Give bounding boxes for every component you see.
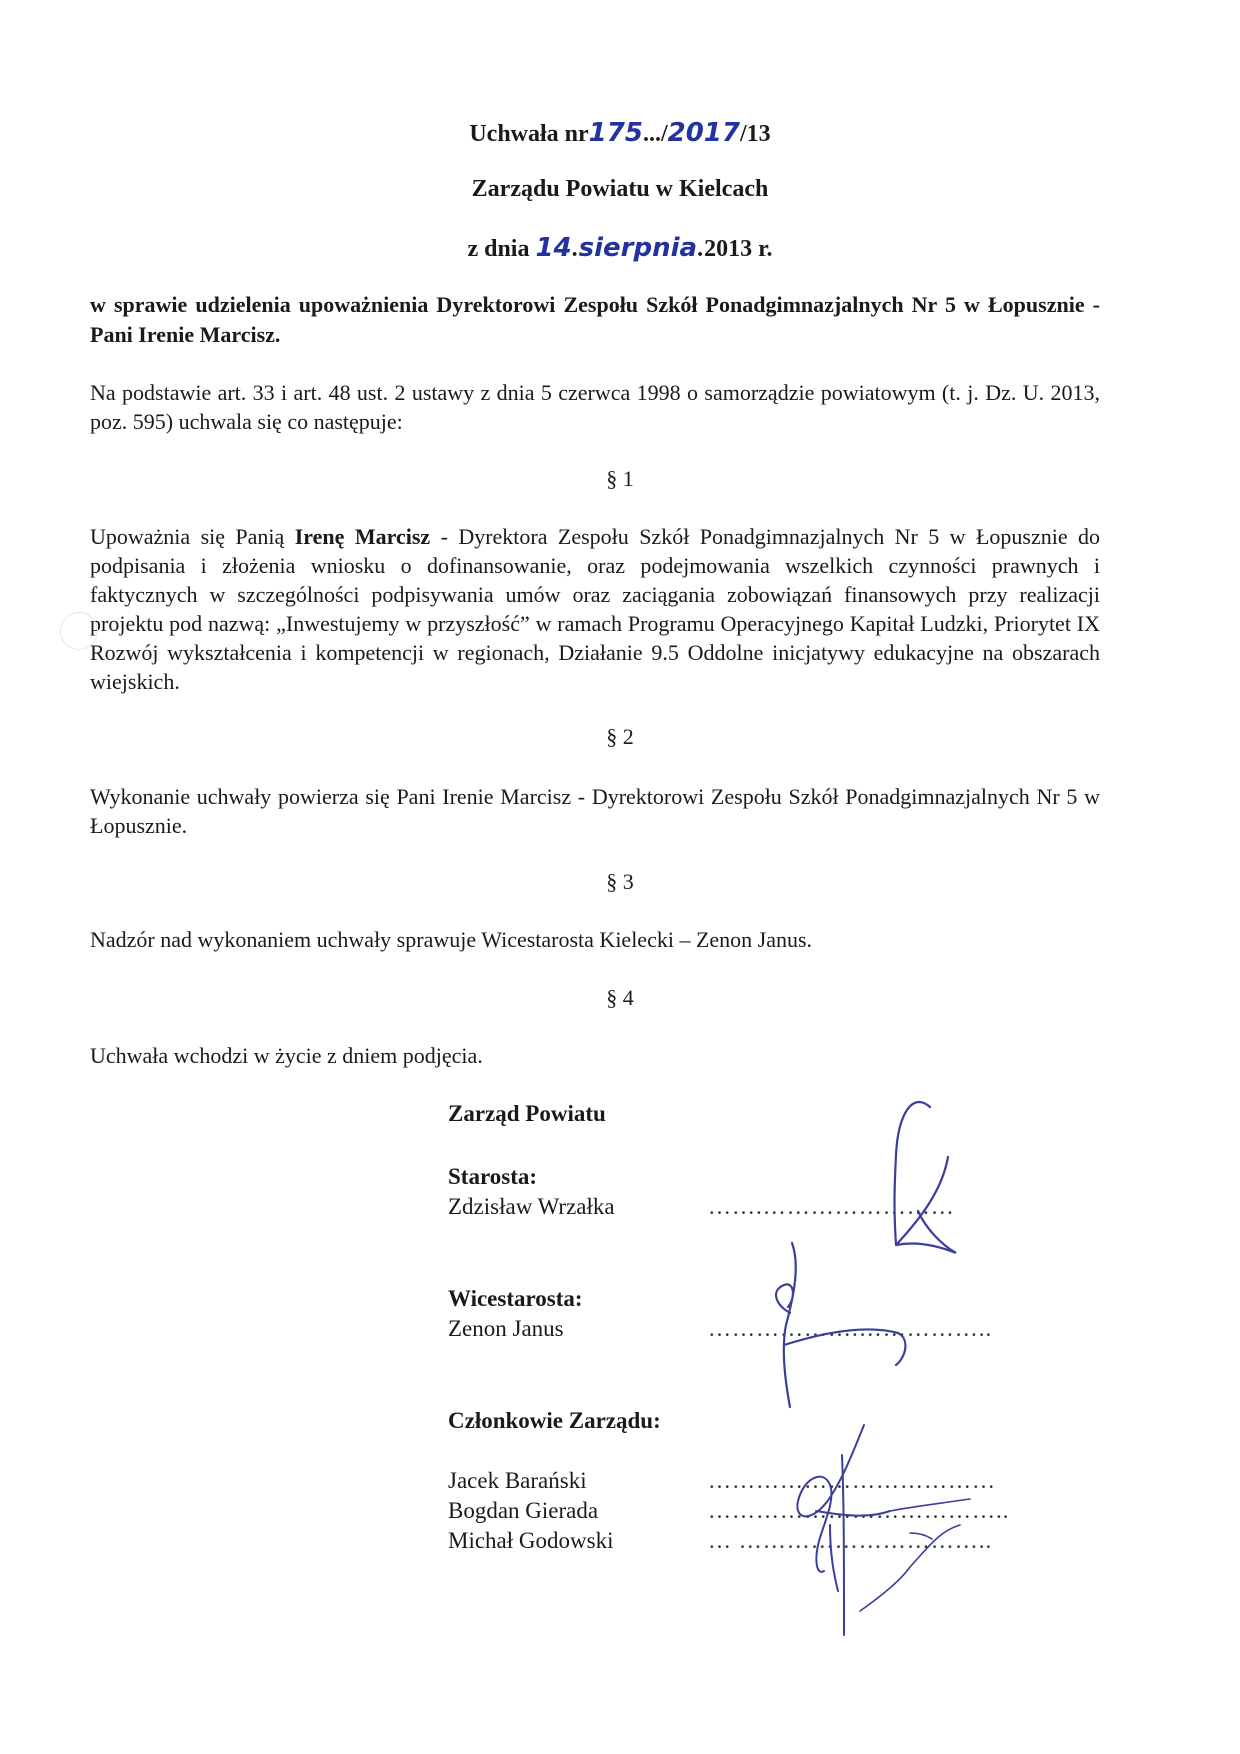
section-2-text: Wykonanie uchwały powierza się Pani Irenie Marcisz - Dyrektorowi Zespołu Szkół Ponadgimnazjalnych Nr 5 w Łopusznie. (90, 784, 1100, 838)
preamble: Na podstawie art. 33 i art. 48 ust. 2 ustawy z dnia 5 czerwca 1998 o samorządzie powiatowym (t. j. Dz. U. 2013, poz. 595) uchwala się co następuje: (90, 380, 1100, 434)
members-label: Członkowie Zarządu: (448, 1408, 661, 1433)
starosta-name: Zdzisław Wrzałka (448, 1194, 615, 1219)
date-prefix: z dnia (467, 236, 536, 262)
wicestarosta-signature (748, 1235, 948, 1415)
section-4-text: Uchwała wchodzi w życie z dniem podjęcia. (90, 1043, 483, 1068)
section-3-sign: § 3 (606, 869, 634, 894)
section-1-sign: § 1 (606, 466, 634, 491)
title-prefix: Uchwała nr (469, 121, 589, 147)
scan-punch-mark (60, 612, 98, 650)
date-suffix: 2013 r. (704, 236, 773, 262)
section-1-text: Upoważnia się Panią Irenę Marcisz - Dyrektora Zespołu Szkół Ponadgimnazjalnych Nr 5 w Łopusznie do podpisania i złożenia wniosku o dofinansowanie, oraz podejmowania wszelkich czynności prawnych i faktycznych w szczególności podpisywania umów oraz zaciągania zobowiązań finansowych przy realizacji projektu pod nazwą: „Inwestujemy w przyszłość” w ramach Programu Operacyjnego Kapitał Ludzki, Priorytet IX Rozwój wykształcenia i kompetencji w regionach, Działanie 9.5 Oddolne inicjatywy edukacyjne na obszarach wiejskich. (90, 524, 1101, 694)
authorized-person: Irenę Marcisz (294, 524, 431, 549)
board-name: Zarządu Powiatu w Kielcach (471, 176, 769, 202)
member-name: Jacek Barański (448, 1468, 587, 1493)
wicestarosta-signature-line: ……………….…………….. (708, 1316, 993, 1341)
handwritten-number: 175 (588, 118, 643, 148)
resolution-subject: w sprawie udzielenia upoważnienia Dyrektorowi Zespołu Szkół Ponadgimnazjalnych Nr 5 w Łopusznie - Pani Irenie Marcisz. (90, 292, 1100, 347)
resolution-title (0, 118, 1240, 148)
resolution-date: z dnia 14.sierpnia.2013 r. (467, 233, 773, 263)
section-2-sign: § 2 (606, 724, 634, 749)
member-signature-line: ……………………………… (708, 1468, 996, 1493)
section-4-sign: § 4 (606, 985, 634, 1010)
signature-board-title: Zarząd Powiatu (448, 1101, 606, 1126)
starosta-signature-line: …….…………………… (708, 1194, 955, 1219)
member-name: Bogdan Gierada (448, 1498, 599, 1523)
wicestarosta-name: Zenon Janus (448, 1316, 564, 1341)
section-3-text: Nadzór nad wykonaniem uchwały sprawuje Wicestarosta Kielecki – Zenon Janus. (90, 927, 813, 952)
title-separator: .../ (642, 121, 668, 147)
member-signature-line: … ………………………….. (708, 1528, 993, 1553)
member-name: Michał Godowski (448, 1528, 614, 1553)
members-signatures (760, 1415, 980, 1645)
wicestarosta-label: Wicestarosta: (448, 1286, 583, 1311)
handwritten-year: 2017 (667, 118, 740, 148)
title-suffix: /13 (740, 121, 771, 147)
handwritten-day: 14 (535, 233, 572, 263)
handwritten-month: sierpnia (578, 233, 698, 263)
member-signature-line: ……………………………….. (708, 1498, 1010, 1523)
starosta-label: Starosta: (448, 1164, 538, 1189)
